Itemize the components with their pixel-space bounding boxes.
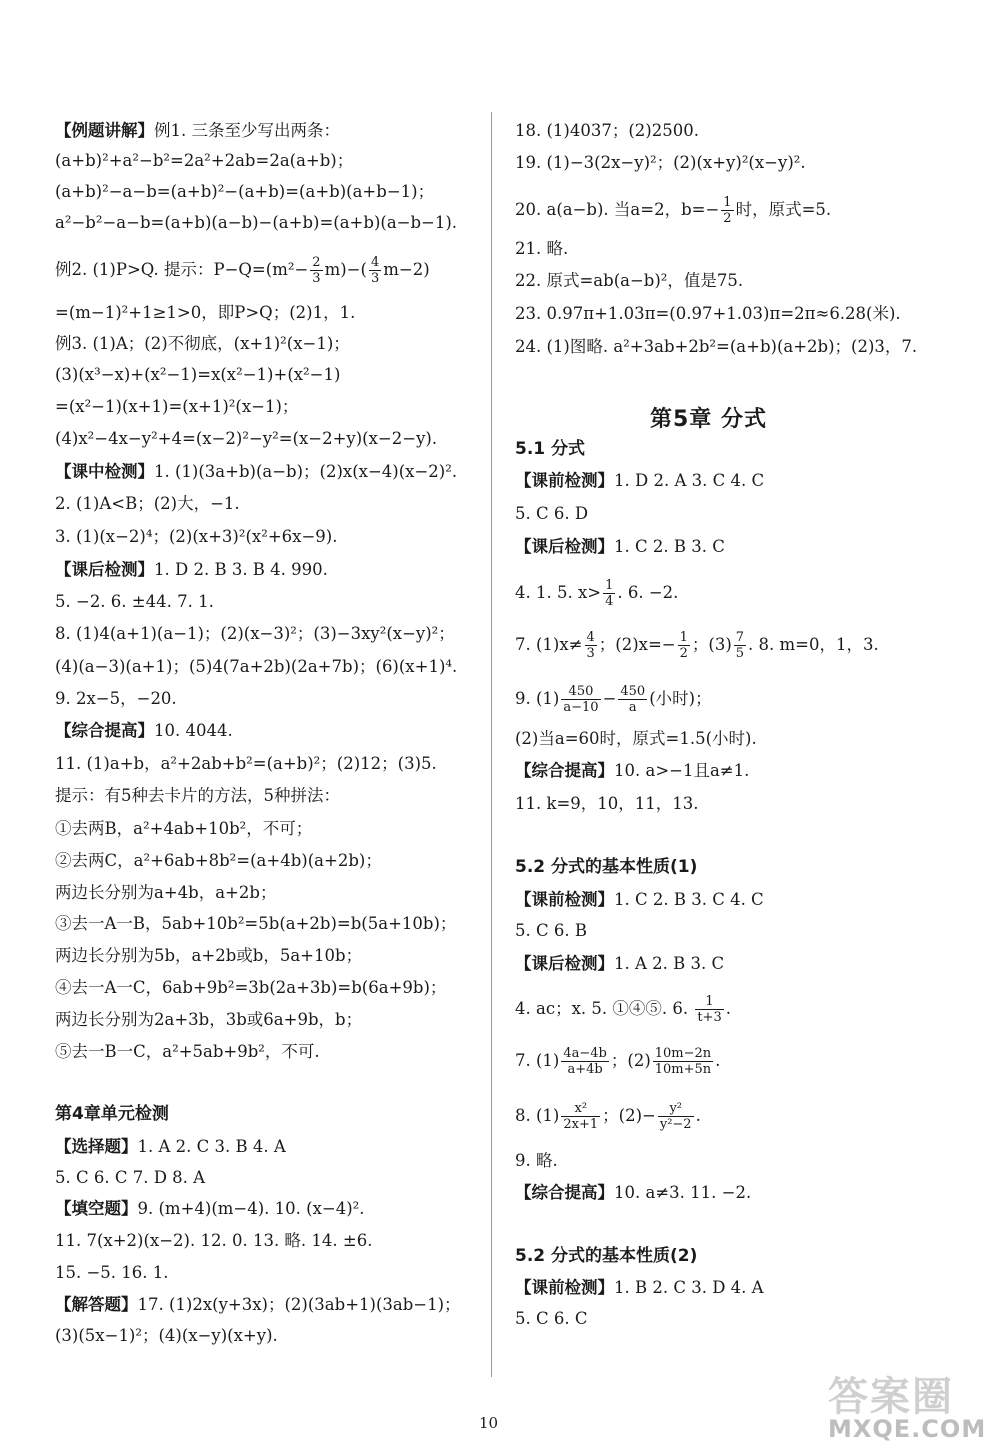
fraction: $\frac{1}{2}$	[723, 195, 732, 226]
text-line: 4. ac；x. 5. ①④⑤. 6. $\frac{1}{t+3}$ .	[515, 994, 731, 1025]
text-line: (2)当a=60时，原式=1.5(小时).	[515, 729, 757, 748]
chapter-title: 第5章 分式	[650, 407, 767, 432]
fraction: $\frac{2}{3}$	[312, 255, 321, 286]
fraction: $\frac{1}{4}$	[605, 578, 614, 609]
fraction: $\frac{4a-4b}{a+4b}$	[563, 1046, 607, 1077]
text-line: ①去两B，a²+4ab+10b²，不可；	[55, 819, 313, 838]
text-line: 2. (1)A<B；(2)大，−1.	[55, 494, 240, 513]
text-line: 5. C 6. C 7. D 8. A	[55, 1168, 206, 1187]
fraction: $\frac{1}{t+3}$	[697, 994, 722, 1025]
text-line: 【综合提高】10. a>−1且a≠1.	[515, 761, 750, 780]
text-line: 5. −2. 6. ±44. 7. 1.	[55, 592, 214, 611]
text-line: 例3. (1)A；(2)不彻底，(x+1)²(x−1)；	[55, 334, 350, 353]
fraction: $\frac{1}{2}$	[679, 630, 688, 661]
text-line: 8. (1) $\frac{\text{x²}}{2x+1}$ ；(2)− $\frac{\text{y²}}{\text{y²−2}}$ .	[515, 1101, 701, 1132]
section-title: 第4章单元检测	[55, 1104, 169, 1124]
section-label: 【课前检测】	[515, 1278, 614, 1297]
section-label: 【综合提高】	[55, 721, 154, 740]
text-line: 18. (1)4037；(2)2500.	[515, 121, 699, 140]
text-line: 8. (1)4(a+1)(a−1)；(2)(x−3)²；(3)−3xy²(x−y)²；	[55, 624, 455, 643]
fraction: $\frac{450}{a}$	[620, 684, 646, 715]
text-line: ④去一A一C，6ab+9b²=3b(2a+3b)=b(6a+9b)；	[55, 978, 447, 997]
text-line: 【综合提高】10. 4044.	[55, 721, 233, 740]
text-line: 4. 1. 5. x> $\frac{1}{4}$ . 6. −2.	[515, 578, 679, 609]
watermark-logo	[820, 1365, 995, 1450]
text-line: 提示：有5种去卡片的方法，5种拼法：	[55, 786, 340, 805]
section-label: 【解答题】	[55, 1295, 138, 1314]
text-line: 11. (1)a+b，a²+2ab+b²=(a+b)²；(2)12；(3)5.	[55, 754, 437, 773]
section-label: 【课中检测】	[55, 462, 154, 481]
section-label: 【课后检测】	[515, 954, 614, 973]
text-line: 【课前检测】1. C 2. B 3. C 4. C	[515, 890, 764, 909]
section-title: 5.2 分式的基本性质(1)	[515, 857, 698, 877]
text-line: =(x²−1)(x+1)=(x+1)²(x−1)；	[55, 397, 299, 416]
section-label: 【综合提高】	[515, 761, 614, 780]
column-divider	[491, 112, 492, 1377]
text-line: 【填空题】9. (m+4)(m−4). 10. (x−4)².	[55, 1199, 365, 1218]
fraction: $\frac{\text{y²}}{\text{y²−2}}$	[659, 1101, 692, 1132]
text-line: 19. (1)−3(2x−y)²；(2)(x+y)²(x−y)².	[515, 153, 806, 172]
text-line: 20. a(a−b). 当a=2，b=− $\frac{1}{2}$ 时，原式=5.	[515, 195, 832, 226]
text-line: 9. 2x−5，−20.	[55, 689, 177, 708]
text-line: 11. k=9，10，11，13.	[515, 794, 699, 813]
section-label: 【综合提高】	[515, 1183, 614, 1202]
text-line: (3)(x³−x)+(x²−1)=x(x²−1)+(x²−1)	[55, 365, 341, 384]
text-line: 【课前检测】1. B 2. C 3. D 4. A	[515, 1278, 764, 1297]
text-line: 【课后检测】1. D 2. B 3. B 4. 990.	[55, 560, 328, 579]
fraction: $\frac{450}{a-10}$	[563, 684, 599, 715]
text-line: (a+b)²−a−b=(a+b)²−(a+b)=(a+b)(a+b−1)；	[55, 182, 435, 201]
text-line: 【选择题】1. A 2. C 3. B 4. A	[55, 1137, 286, 1156]
section-label: 【课前检测】	[515, 471, 614, 490]
text-line: 5. C 6. B	[515, 921, 587, 940]
text-line: 例2. (1)P>Q. 提示：P−Q=(m²− $\frac{2}{3}$ m)−( $\frac{4}{3}$ m−2)	[55, 255, 430, 286]
text-line: 【综合提高】10. a≠3. 11. −2.	[515, 1183, 752, 1202]
text-line: 23. 0.97π+1.03π=(0.97+1.03)π=2π≈6.28(米).	[515, 304, 901, 323]
fraction: $\frac{4}{3}$	[586, 630, 595, 661]
text-line: (a+b)²+a²−b²=2a²+2ab=2a(a+b)；	[55, 151, 354, 170]
watermark-text: 答案圈	[828, 1374, 954, 1420]
text-line: 两边长分别为5b，a+2b或b，5a+10b；	[55, 946, 363, 965]
section-label: 【例题讲解】	[55, 121, 154, 140]
fraction: $\frac{10m-2n}{10m+5n}$	[654, 1046, 712, 1077]
text-line: 【课后检测】1. C 2. B 3. C	[515, 537, 725, 556]
fraction: $\frac{\text{x²}}{2x+1}$	[563, 1101, 599, 1132]
fraction: $\frac{4}{3}$	[370, 255, 380, 286]
text-line: (4)x²−4x−y²+4=(x−2)²−y²=(x−2+y)(x−2−y).	[55, 429, 438, 448]
text-line: 24. (1)图略. a²+3ab+2b²=(a+b)(a+2b)；(2)3，7.	[515, 337, 918, 356]
text-line: 7. (1)x≠ $\frac{4}{3}$ ；(2)x=− $\frac{1}{2}$ ；(3) $\frac{7}{5}$ . 8. m=0，1，3.	[515, 630, 879, 661]
watermark-url: MXQE.COM	[828, 1415, 987, 1443]
text-line: 【解答题】17. (1)2x(y+3x)；(2)(3ab+1)(3ab−1)；	[55, 1295, 461, 1314]
text-line: 22. 原式=ab(a−b)²，值是75.	[515, 271, 744, 290]
text-line: 21. 略.	[515, 239, 569, 258]
section-label: 【课后检测】	[515, 537, 614, 556]
text-line: ②去两C，a²+6ab+8b²=(a+4b)(a+2b)；	[55, 851, 382, 870]
text-line: 【课后检测】1. A 2. B 3. C	[515, 954, 725, 973]
text-line: 两边长分别为2a+3b，3b或6a+9b，b；	[55, 1010, 363, 1029]
text-line: 3. (1)(x−2)⁴；(2)(x+3)²(x²+6x−9).	[55, 527, 338, 546]
text-line: 5. C 6. C	[515, 1309, 588, 1328]
text-line: (4)(a−3)(a+1)；(5)4(7a+2b)(2a+7b)；(6)(x+1)⁴.	[55, 657, 458, 676]
text-line: 11. 7(x+2)(x−2). 12. 0. 13. 略. 14. ±6.	[55, 1231, 373, 1250]
text-line: 【例题讲解】例1. 三条至少写出两条：	[55, 121, 340, 140]
text-line: 7. (1) $\frac{4a-4b}{a+4b}$ ；(2) $\frac{10m-2n}{10m+5n}$ .	[515, 1046, 721, 1077]
text-line: 5. C 6. D	[515, 504, 589, 523]
section-label: 【课前检测】	[515, 890, 614, 909]
text-line: 15. −5. 16. 1.	[55, 1263, 169, 1282]
text-line: ③去一A一B，5ab+10b²=5b(a+2b)=b(5a+10b)；	[55, 914, 457, 933]
section-label: 【填空题】	[55, 1199, 138, 1218]
text-line: 9. (1) $\frac{450}{a-10}$ − $\frac{450}{a}$ (小时)；	[515, 684, 712, 715]
text-line: (3)(5x−1)²；(4)(x−y)(x+y).	[55, 1326, 278, 1345]
section-label: 【课后检测】	[55, 560, 154, 579]
text-line: =(m−1)²+1≥1>0，即P>Q；(2)1，1.	[55, 303, 356, 322]
page-number: 10	[479, 1414, 499, 1432]
text-line: a²−b²−a−b=(a+b)(a−b)−(a+b)=(a+b)(a−b−1).	[55, 213, 458, 232]
text-line: 【课中检测】1. (1)(3a+b)(a−b)；(2)x(x−4)(x−2)².	[55, 462, 458, 481]
text-line: 【课前检测】1. D 2. A 3. C 4. C	[515, 471, 765, 490]
section-title: 5.2 分式的基本性质(2)	[515, 1246, 698, 1266]
text-line: ⑤去一B一C，a²+5ab+9b²，不可.	[55, 1042, 320, 1061]
text-line: 两边长分别为a+4b，a+2b；	[55, 883, 277, 902]
section-title: 5.1 分式	[515, 439, 586, 459]
text-line: 9. 略.	[515, 1151, 558, 1170]
section-label: 【选择题】	[55, 1137, 138, 1156]
fraction: $\frac{7}{5}$	[735, 630, 745, 661]
